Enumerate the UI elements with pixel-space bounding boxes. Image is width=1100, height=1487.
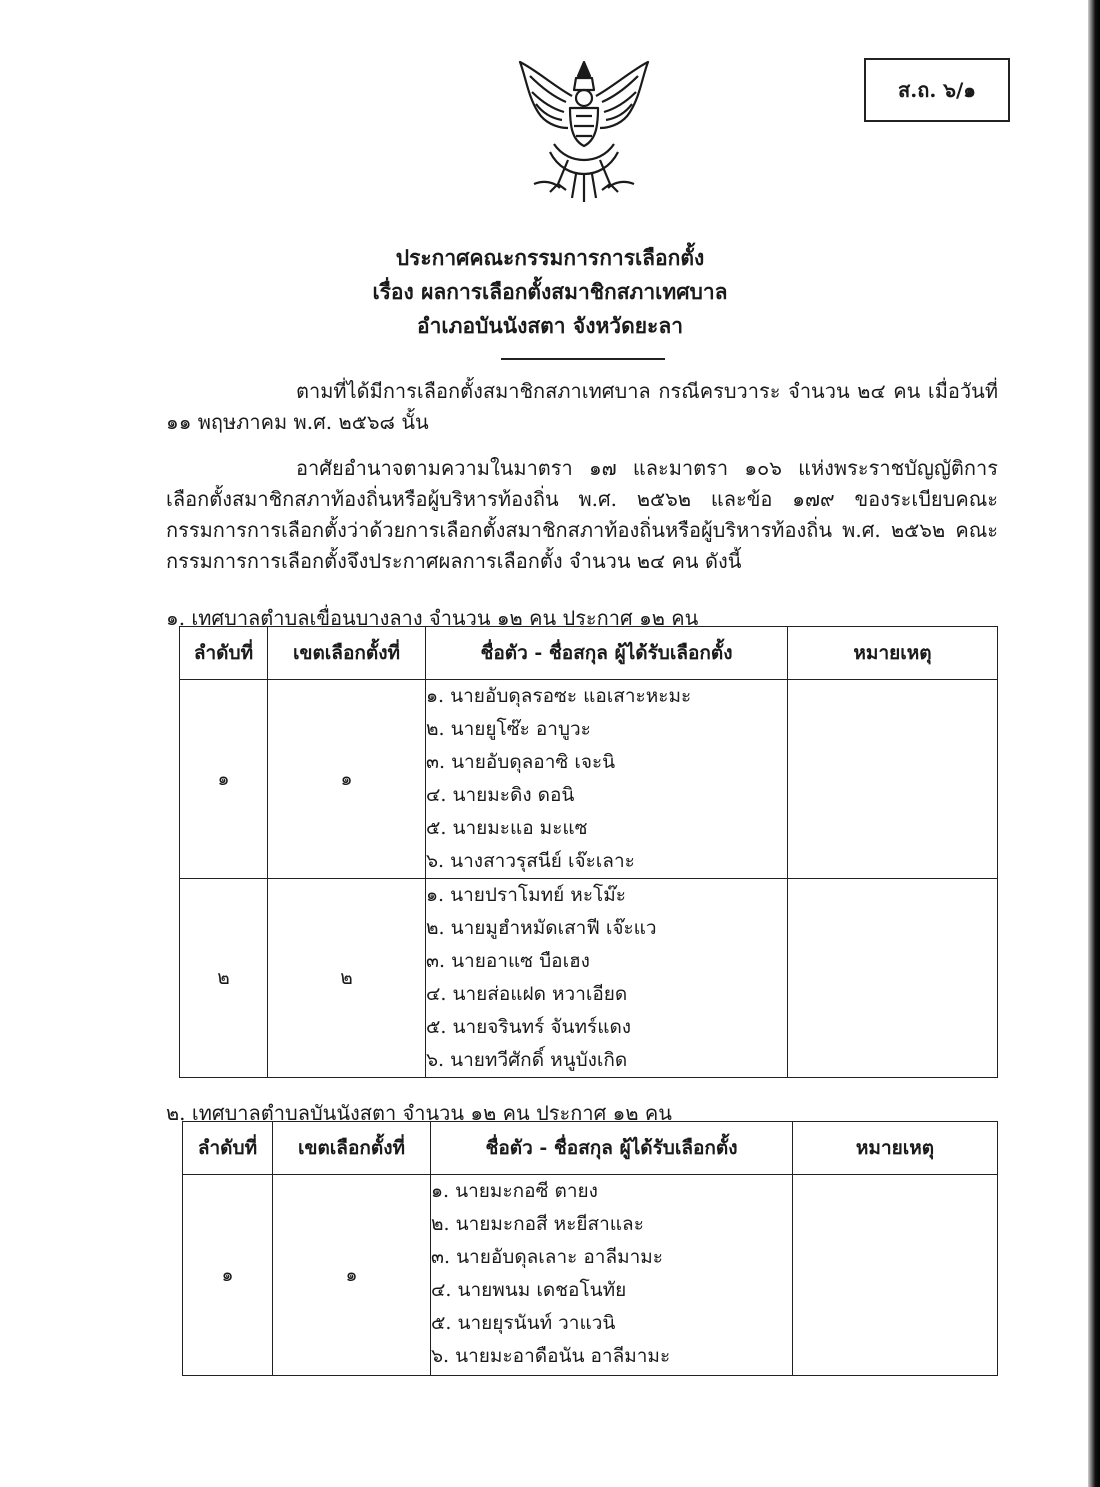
page-edge-shadow — [1088, 0, 1100, 1487]
garuda-emblem-icon — [514, 56, 654, 206]
remark-cell — [793, 1175, 998, 1376]
elected-member: ๓. นายอับดุลเลาะ อาลีมามะ — [431, 1246, 664, 1268]
table-header-row — [183, 1122, 998, 1175]
elected-member: ๔. นายส่อแฝด หวาเอียด — [426, 983, 628, 1005]
elected-member: ๕. นายยุรนันท์ วาแวนิ — [431, 1312, 616, 1334]
order-cell: ๑ — [180, 680, 268, 879]
results-table — [179, 626, 998, 1078]
elected-member: ๑. นายมะกอซี ตายง — [431, 1180, 598, 1202]
results-table — [182, 1121, 998, 1376]
table-header-row — [180, 627, 998, 680]
document-code-box — [864, 58, 1010, 122]
elected-member: ๖. นายทวีศักดิ์ หนูบังเกิด — [426, 1049, 628, 1071]
heading-divider — [501, 358, 665, 360]
header-order: ลำดับที่ — [183, 1122, 273, 1175]
elected-member: ๕. นายจรินทร์ จันทร์แดง — [426, 1016, 632, 1038]
authority-paragraph: อาศัยอำนาจตามความในมาตรา ๑๗ และมาตรา ๑๐๖ แห่งพระราชบัญญัติการเลือกตั้งสมาชิกสภาท้องถิ่นหรือผู้บริหารท้องถิ่น พ.ศ. ๒๕๖๒ และข้อ ๑๗๙ ของระเบียบคณะกรรมการการเลือกตั้งว่าด้วยการเลือกตั้งสมาชิกสภาท้องถิ่นหรือผู้บริหารท้องถิ่น พ.ศ. ๒๕๖๒ คณะกรรมการการเลือกตั้งจึงประกาศผลการเลือกตั้ง จำนวน ๒๔ คน ดังนี้ — [166, 456, 998, 573]
header-name: ชื่อตัว - ชื่อสกุล ผู้ได้รับเลือกตั้ง — [431, 1122, 793, 1175]
elected-member: ๖. นางสาวรุสนีย์ เจ๊ะเลาะ — [426, 850, 635, 872]
header-name: ชื่อตัว - ชื่อสกุล ผู้ได้รับเลือกตั้ง — [426, 627, 788, 680]
header-district: เขตเลือกตั้งที่ — [268, 627, 426, 680]
announcement-subject: เรื่อง ผลการเลือกตั้งสมาชิกสภาเทศบาล — [372, 279, 728, 304]
header-remark: หมายเหตุ — [788, 627, 998, 680]
remark-cell — [788, 680, 998, 879]
elected-member: ๓. นายอาแซ บือเฮง — [426, 950, 590, 972]
document-code: ส.ถ. ๖/๑ — [898, 78, 976, 102]
names-cell — [426, 879, 788, 1078]
elected-member: ๓. นายอับดุลอาซิ เจะนิ — [426, 751, 616, 773]
header-district: เขตเลือกตั้งที่ — [273, 1122, 431, 1175]
elected-member: ๒. นายยูโซ๊ะ อาบูวะ — [426, 718, 591, 740]
table-row — [183, 1175, 998, 1376]
elected-member: ๔. นายมะดิง ดอนิ — [426, 784, 575, 806]
district-cell: ๑ — [273, 1175, 431, 1376]
names-cell — [426, 680, 788, 879]
elected-member: ๑. นายอับดุลรอซะ แอเสาะหะมะ — [426, 685, 692, 707]
section-label: ๑. เทศบาลตำบลเขื่อนบางลาง จำนวน ๑๒ คน ประกาศ ๑๒ คน — [166, 606, 699, 630]
header-order: ลำดับที่ — [180, 627, 268, 680]
table-row — [180, 680, 998, 879]
elected-member: ๒. นายมะกอสี หะยีสาและ — [431, 1213, 644, 1235]
elected-member: ๑. นายปราโมทย์ หะโม๊ะ — [426, 884, 626, 906]
section-label: ๒. เทศบาลตำบลบันนังสตา จำนวน ๑๒ คน ประกาศ ๑๒ คน — [166, 1101, 672, 1125]
district-cell: ๑ — [268, 680, 426, 879]
table-row — [180, 879, 998, 1078]
header-remark: หมายเหตุ — [793, 1122, 998, 1175]
order-cell: ๑ — [183, 1175, 273, 1376]
elected-member: ๖. นายมะอาดือนัน อาลีมามะ — [431, 1345, 671, 1367]
remark-cell — [788, 879, 998, 1078]
elected-member: ๕. นายมะแอ มะแซ — [426, 817, 588, 839]
announcement-location: อำเภอบันนังสตา จังหวัดยะลา — [417, 313, 683, 338]
intro-paragraph: ตามที่ได้มีการเลือกตั้งสมาชิกสภาเทศบาล กรณีครบวาระ จำนวน ๒๔ คน เมื่อวันที่ ๑๑ พฤษภาคม พ.ศ. ๒๕๖๘ นั้น — [166, 379, 998, 434]
district-cell: ๒ — [268, 879, 426, 1078]
order-cell: ๒ — [180, 879, 268, 1078]
elected-member: ๔. นายพนม เดชอโนทัย — [431, 1279, 627, 1301]
names-cell — [431, 1175, 793, 1376]
announcement-title: ประกาศคณะกรรมการการเลือกตั้ง — [395, 245, 705, 270]
elected-member: ๒. นายมูฮำหมัดเสาฟี เจ๊ะแว — [426, 917, 657, 939]
